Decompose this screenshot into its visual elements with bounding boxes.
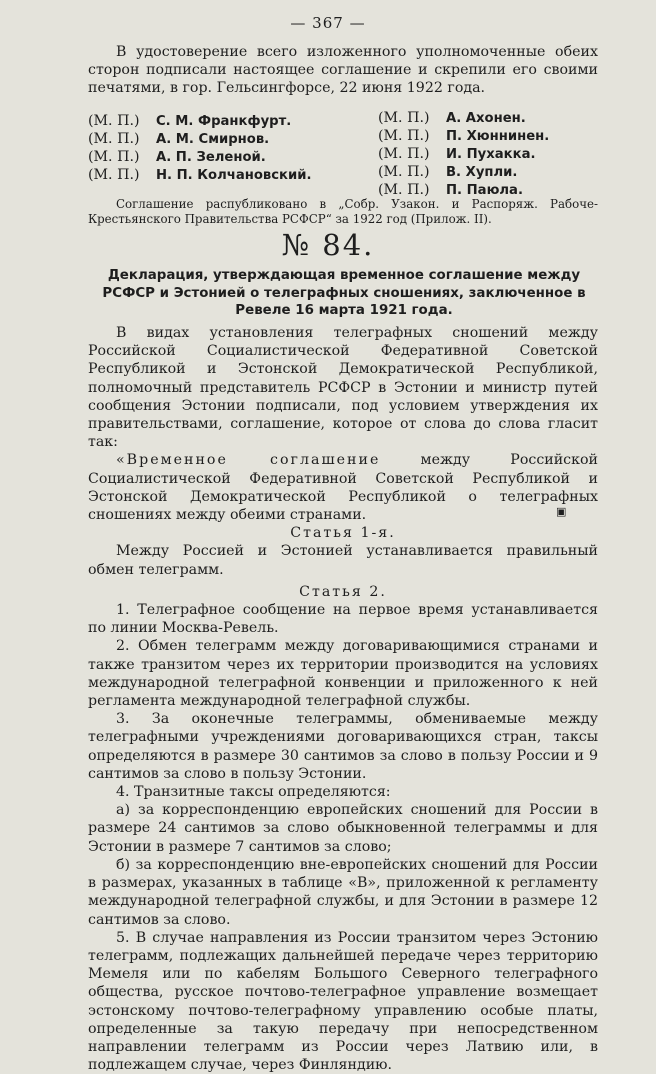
signatory-name: И. Пухакка. bbox=[446, 147, 536, 162]
clause-2: 2. Обмен телеграмм между договаривающимися странами и также транзитом через их территории производится на условиях международной телеграфной конвенции и приложенного к ней регламента международной телеграфной службы. bbox=[88, 638, 598, 710]
clause-4a: а) за корреспонденцию европейских сношений для России в размере 24 сантимов за слово обыкновенной телеграммы и для Эстонии в размере 7 сантимов за слово; bbox=[88, 802, 598, 855]
article-2-title: Статья 2. bbox=[299, 583, 387, 600]
signatory-name: Н. П. Колчановский. bbox=[156, 168, 312, 183]
signatory-name: А. П. Зеленой. bbox=[156, 150, 266, 165]
clause-4b: б) за корреспонденцию вне-европейских сношений для России в размерах, указанных в таблице «В», приложенной к регламенту международной телеграфной службы, и для Эстонии в размере 12 сантимов за слово. bbox=[88, 856, 598, 928]
signatures-block bbox=[88, 112, 598, 196]
signature-row: (М. П.) В. Хупли. bbox=[378, 164, 518, 180]
signatory-name: А. М. Смирнов. bbox=[156, 132, 270, 147]
article-1-title: Статья 1-я. bbox=[290, 525, 396, 542]
signatures-right-column bbox=[378, 109, 549, 199]
signature-row: (М. П.) П. Паюла. bbox=[378, 182, 523, 198]
signature-row: (М. П.) С. М. Франкфурт. bbox=[88, 113, 292, 129]
print-mark-icon: ▣ bbox=[556, 505, 567, 518]
signatory-name: П. Паюла. bbox=[446, 183, 523, 198]
quoted-agreement-title: «Временное соглашение между Российской Социалистической Федеративной Советской Республикой и Эстонской Демократической Республикой о телеграфных сношениях между обеими странами. bbox=[88, 452, 598, 524]
page-number: — 367 — bbox=[290, 14, 366, 32]
clause-5: 5. В случае направления из России транзитом через Эстонию телеграмм, подлежащих дальнейшей передаче через территорию Мемеля или по кабелям Большого Северного телеграфного общества, русское почтово-телеграфное управление возмещает эстонскому почтово-телеграфному управлению особые платы, определенные за такую передачу при непосредственном направлении телеграмм из России через Латвию или, в подлежащем случае, через Финляндию. bbox=[88, 929, 598, 1074]
signature-row: (М. П.) П. Хюннинен. bbox=[378, 128, 550, 144]
signatory-name: П. Хюннинен. bbox=[446, 129, 550, 144]
signature-row: (М. П.) А. М. Смирнов. bbox=[88, 131, 270, 147]
signature-row: (М. П.) И. Пухакка. bbox=[378, 146, 536, 162]
signatory-name: В. Хупли. bbox=[446, 165, 518, 180]
signatory-name: А. Ахонен. bbox=[446, 111, 526, 126]
article-1-text: Между Россией и Эстонией устанавливается правильный обмен телеграмм. bbox=[88, 543, 598, 578]
clause-4: 4. Транзитные таксы определяются: bbox=[116, 784, 391, 801]
signature-row: (М. П.) А. П. Зеленой. bbox=[88, 149, 266, 165]
declaration-heading: Декларация, утверждающая временное соглашение между РСФСР и Эстонией о телеграфных сношениях, заключенное в Ревеле 16 марта 1921 года. bbox=[102, 268, 586, 318]
signatory-name: С. М. Франкфурт. bbox=[156, 114, 292, 129]
publication-note: Соглашение распубликовано в „Собр. Узакон. и Распоряж. Рабоче-Крестьянского Правительства РСФСР“ за 1922 год (Прилож. II). bbox=[88, 197, 598, 226]
intro-paragraph: В удостоверение всего изложенного уполномоченные обеих сторон подписали настоящее соглашение и скрепили его своими печатями, в гор. Гельсингфорсе, 22 июня 1922 года. bbox=[88, 44, 598, 97]
signatures-left-column bbox=[88, 112, 312, 184]
document-number: № 84. bbox=[281, 228, 375, 262]
signature-row: (М. П.) А. Ахонен. bbox=[378, 110, 526, 126]
signature-row: (М. П.) Н. П. Колчановский. bbox=[88, 167, 312, 183]
clause-3: 3. За оконечные телеграммы, обмениваемые между телеграфными учреждениями договаривающихся стран, таксы определяются в размере 30 сантимов за слово в пользу России и 9 сантимов за слово в пользу Эстонии. bbox=[88, 711, 598, 782]
clause-1: 1. Телеграфное сообщение на первое время устанавливается по линии Москва-Ревель. bbox=[88, 602, 598, 637]
document-body bbox=[88, 324, 598, 1074]
preamble-paragraph: В видах установления телеграфных сношений между Российской Социалистической Федеративной Советской Республикой и Эстонской Демократической Республикой, полномочный представитель РСФСР в Эстонии и министр путей сообщения Эстонии подписали, под условием утверждения их правительствами, соглашение, которое от слова до слова гласит так: bbox=[88, 325, 598, 451]
